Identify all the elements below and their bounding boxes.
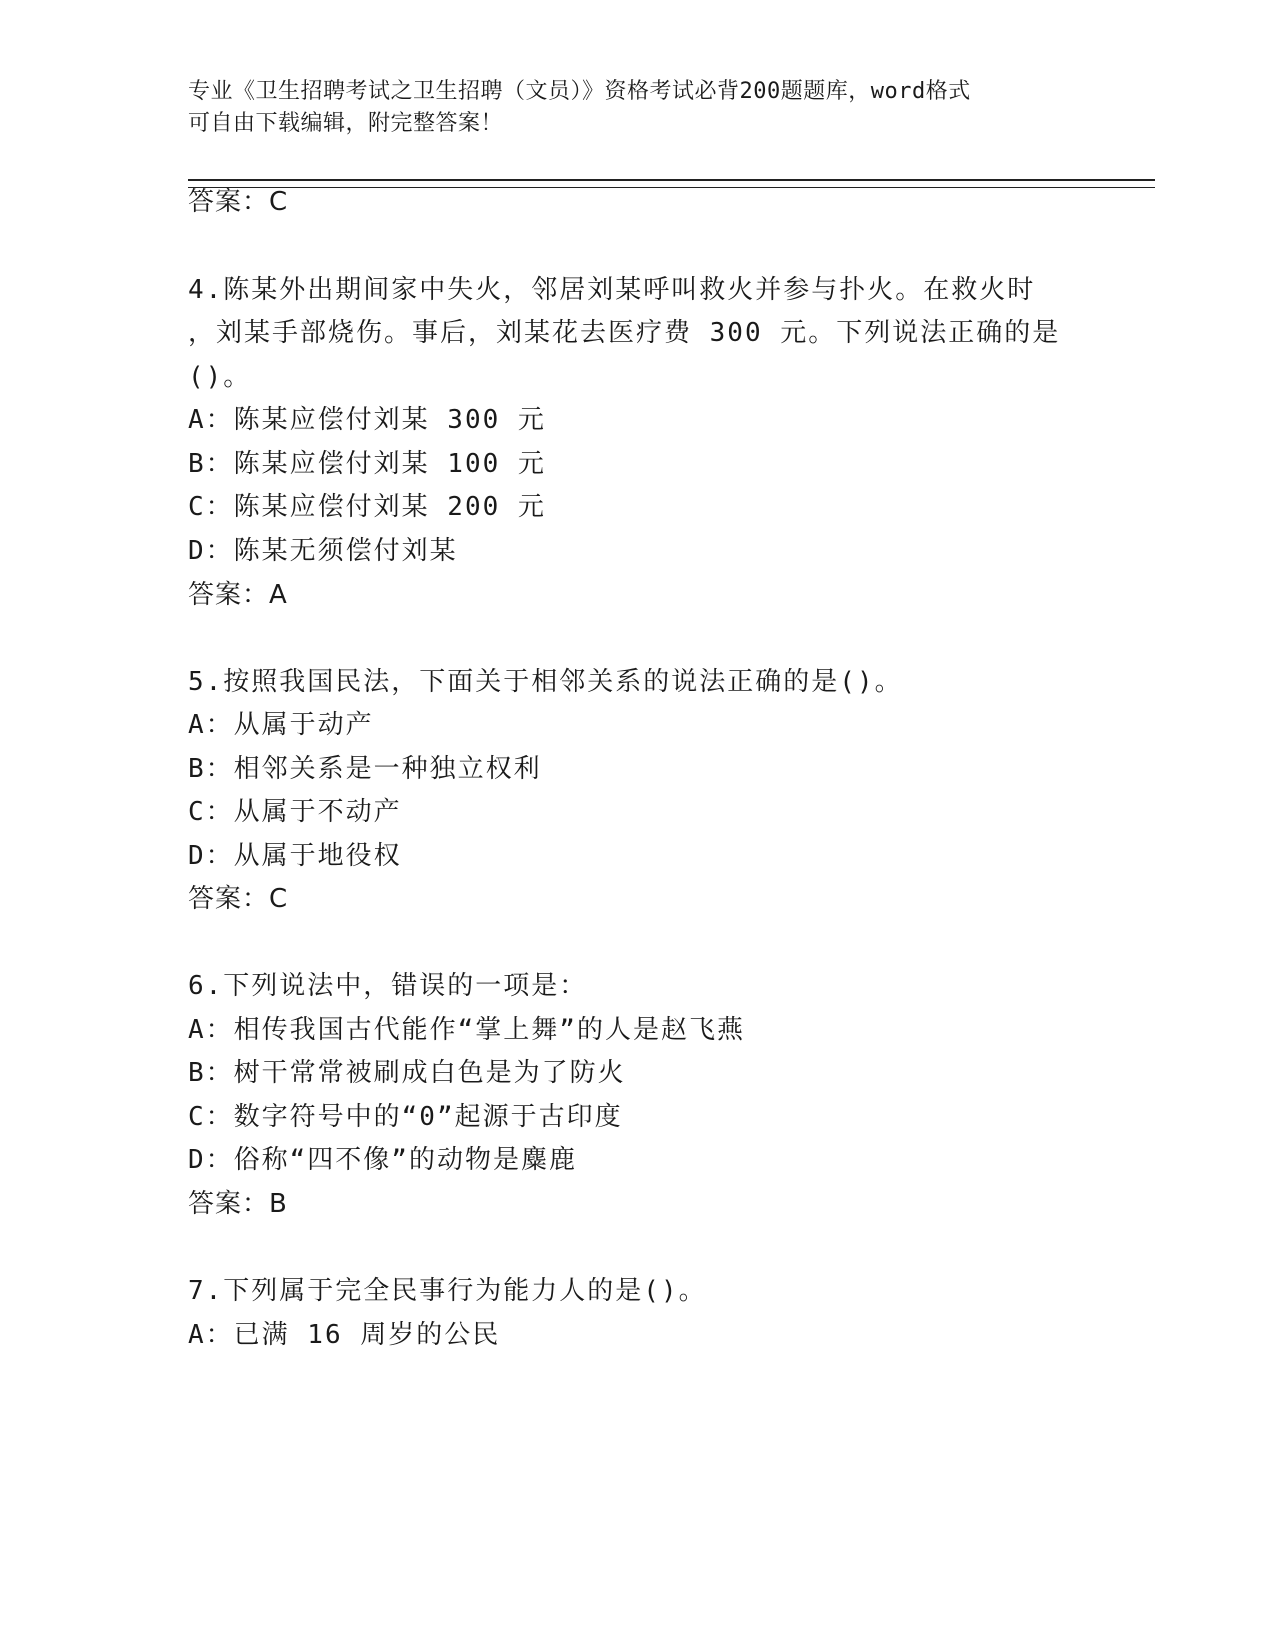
header-line-1: 专业《卫生招聘考试之卫生招聘（文员）》资格考试必背200题题库，word格式 bbox=[188, 79, 971, 104]
question-6-stem-line-1: 6.下列说法中，错误的一项是： bbox=[188, 971, 588, 1001]
question-6-answer: 答案：B bbox=[188, 1189, 288, 1219]
question-4-answer: 答案：A bbox=[188, 580, 288, 610]
question-6-option-a: A：相传我国古代能作“掌上舞”的人是赵飞燕 bbox=[188, 1015, 745, 1045]
question-4-stem-line-3: ()。 bbox=[188, 362, 252, 392]
question-6-option-c: C：数字符号中的“0”起源于古印度 bbox=[188, 1102, 623, 1132]
question-6-option-b: B：树干常常被刷成白色是为了防火 bbox=[188, 1058, 626, 1088]
question-5-answer: 答案：C bbox=[188, 884, 289, 914]
answer-line: 答案：C bbox=[188, 187, 289, 217]
question-5-option-a: A：从属于动产 bbox=[188, 710, 374, 740]
question-4-option-d: D：陈某无须偿付刘某 bbox=[188, 536, 458, 566]
question-5-option-c: C：从属于不动产 bbox=[188, 797, 402, 827]
header-divider bbox=[188, 179, 1155, 188]
header-line-2: 可自由下载编辑，附完整答案！ bbox=[188, 111, 504, 136]
question-5-option-b: B：相邻关系是一种独立权利 bbox=[188, 754, 542, 784]
question-6-option-d: D：俗称“四不像”的动物是麋鹿 bbox=[188, 1145, 577, 1175]
question-7-stem-line-1: 7.下列属于完全民事行为能力人的是()。 bbox=[188, 1276, 707, 1306]
question-4-option-a: A：陈某应偿付刘某 300 元 bbox=[188, 405, 546, 435]
question-5-stem-line-1: 5.按照我国民法，下面关于相邻关系的说法正确的是()。 bbox=[188, 667, 903, 697]
question-7-option-a: A：已满 16 周岁的公民 bbox=[188, 1320, 501, 1350]
document-header bbox=[188, 76, 1068, 140]
question-4-stem-line-1: 4.陈某外出期间家中失火，邻居刘某呼叫救火并参与扑火。在救火时 bbox=[188, 275, 1036, 305]
question-4-option-b: B：陈某应偿付刘某 100 元 bbox=[188, 449, 546, 479]
question-4-stem-line-2: ，刘某手部烧伤。事后，刘某花去医疗费 300 元。下列说法正确的是 bbox=[188, 318, 1061, 348]
question-5-option-d: D：从属于地役权 bbox=[188, 841, 402, 871]
question-4-option-c: C：陈某应偿付刘某 200 元 bbox=[188, 492, 546, 522]
